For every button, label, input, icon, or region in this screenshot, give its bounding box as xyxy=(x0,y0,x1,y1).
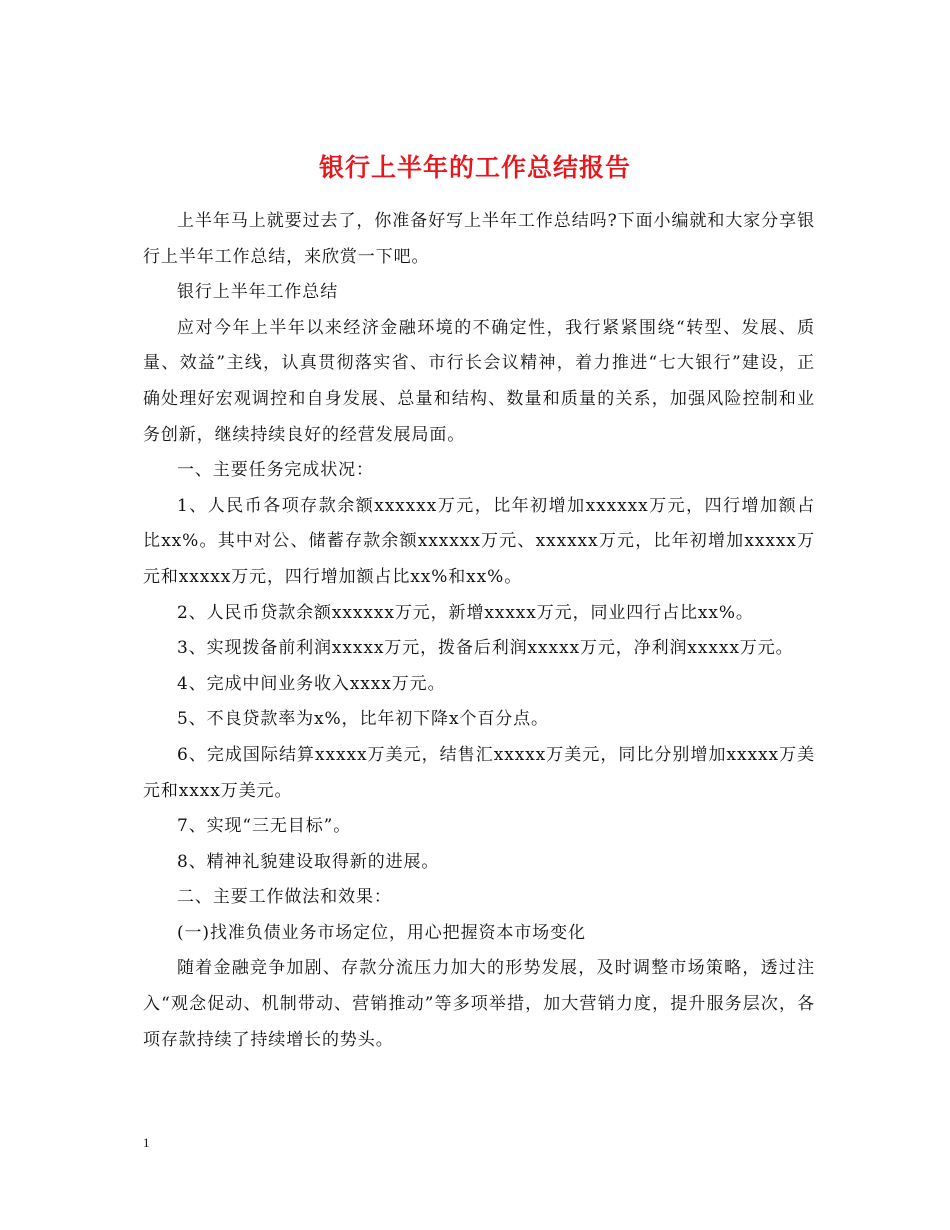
list-item: 5、不良贷款率为x%，比年初下降x个百分点。 xyxy=(177,709,549,730)
body-paragraph: 随着金融竞争加剧、存款分流压力加大的形势发展，及时调整市场策略，透过注入“观念促动、机制带动、营销推动”等多项举措，加大营销力度，提升服务层次，各项存款持续了持续增长的势头。 xyxy=(143,958,815,1050)
section-heading: 二、主要工作做法和效果： xyxy=(177,887,392,908)
list-item: 8、精神礼貌建设取得新的进展。 xyxy=(177,851,440,872)
intro-paragraph: 上半年马上就要过去了，你准备好写上半年工作总结吗?下面小编就和大家分享银行上半年工作总结，来欣赏一下吧。 xyxy=(143,211,815,267)
section-heading: 银行上半年工作总结 xyxy=(177,282,339,303)
list-item: 4、完成中间业务收入xxxx万元。 xyxy=(177,673,446,694)
overview-paragraph: 应对今年上半年以来经济金融环境的不确定性，我行紧紧围绕“转型、发展、质量、效益”主线，认真贯彻落实省、市行长会议精神，着力推进“七大银行”建设，正确处理好宏观调控和自身发展、总量和结构、数量和质量的关系，加强风险控制和业务创新，继续持续良好的经营发展局面。 xyxy=(143,317,815,445)
document-body xyxy=(143,204,815,1058)
section-heading: 一、主要任务完成状况： xyxy=(177,460,374,481)
document-title: 银行上半年的工作总结报告 xyxy=(318,152,631,182)
subsection-heading: (一)找准负债业务市场定位，用心把握资本市场变化 xyxy=(177,922,586,943)
list-item: 6、完成国际结算xxxxx万美元，结售汇xxxxx万美元，同比分别增加xxxxx万美元和xxxx万美元。 xyxy=(143,744,815,801)
list-item: 2、人民币贷款余额xxxxxx万元，新增xxxxx万元，同业四行占比xx%。 xyxy=(177,602,754,623)
page-number: 1 xyxy=(143,1135,150,1150)
list-item: 1、人民币各项存款余额xxxxxx万元，比年初增加xxxxxx万元，四行增加额占比xx%。其中对公、储蓄存款余额xxxxxx万元、xxxxxx万元，比年初增加xxxxx万元和xxxxx万元，四行增加额占比xx%和xx%。 xyxy=(143,495,815,587)
list-item: 7、实现“三无目标”。 xyxy=(177,816,352,837)
list-item: 3、实现拨备前利润xxxxx万元，拨备后利润xxxxx万元，净利润xxxxx万元。 xyxy=(177,638,794,659)
